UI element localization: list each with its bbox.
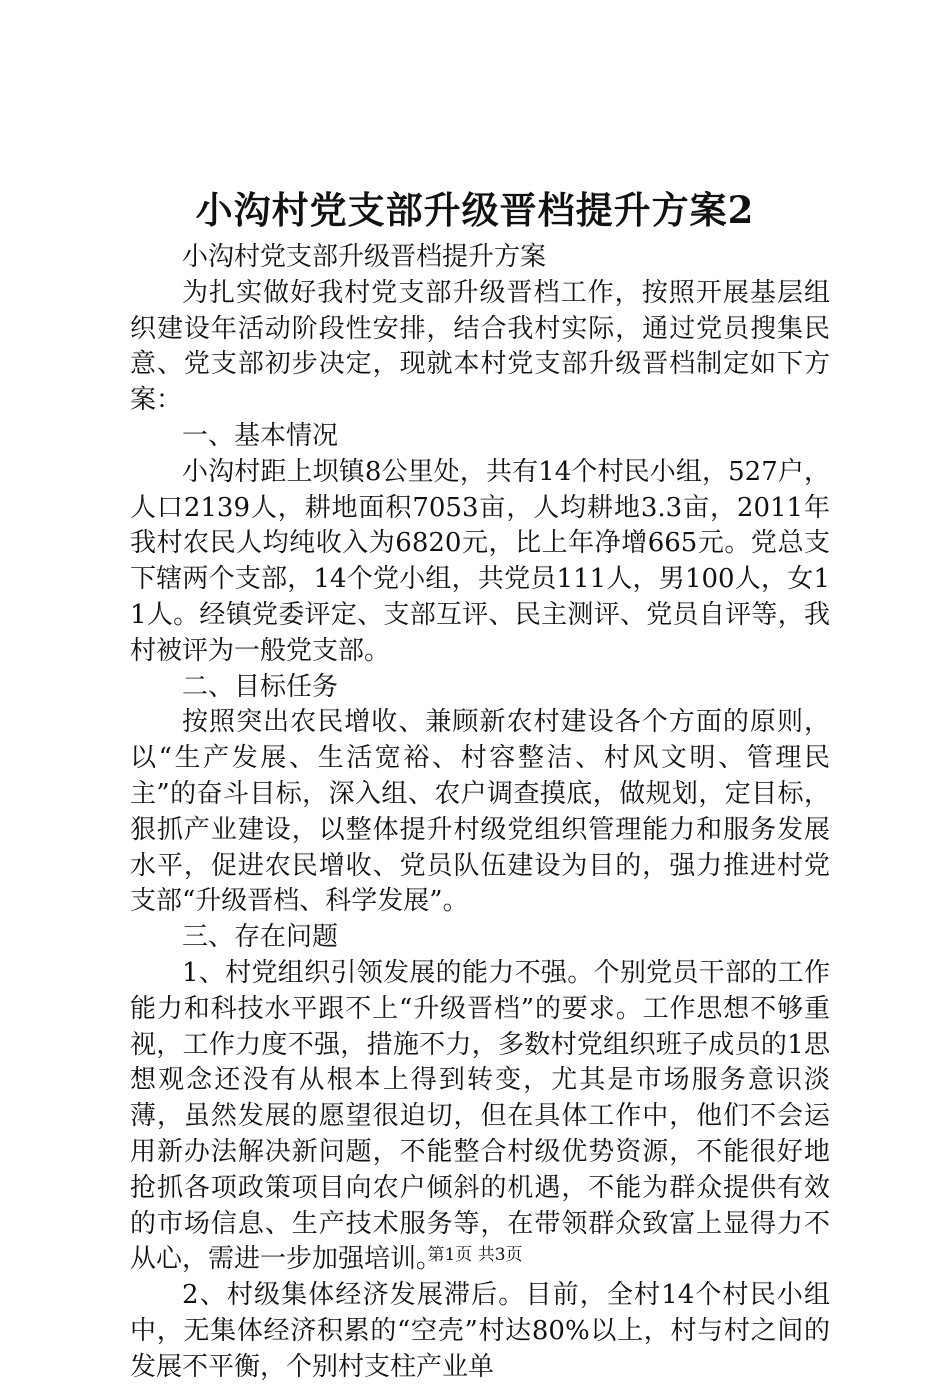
paragraph-basic-situation: 小沟村距上坝镇8公里处，共有14个村民小组，527户，人口2139人，耕地面积7053亩，人均耕地3.3亩，2011年我村农民人均纯收入为6820元，比上年净增665元。党总支下辖两个支部，14个党小组，共党员111人，男100人，女11人。经镇党委评定、支部互评、民主测评、党员自评等，我村被评为一般党支部。 bbox=[130, 456, 830, 666]
paragraph-intro: 为扎实做好我村党支部升级晋档工作，按照开展基层组织建设年活动阶段性安排，结合我村实际，通过党员搜集民意、党支部初步决定，现就本村党支部升级晋档制定如下方案： bbox=[130, 277, 830, 416]
section-heading-problems: 三、存在问题 bbox=[182, 922, 339, 953]
document-body bbox=[130, 240, 830, 1386]
paragraph-goals: 按照突出农民增收、兼顾新农村建设各个方面的原则，以“生产发展、生活宽裕、村容整洁、村风文明、管理民主”的奋斗目标，深入组、农户调查摸底，做规划，定目标，狠抓产业建设，以整体提升村级党组织管理能力和服务发展水平，促进农民增收、党员队伍建设为目的，强力推进村党支部“升级晋档、科学发展”。 bbox=[130, 707, 830, 917]
page-footer: 第1页 共3页 bbox=[427, 1245, 523, 1265]
section-heading-basic-situation: 一、基本情况 bbox=[182, 420, 339, 451]
paragraph-subtitle: 小沟村党支部升级晋档提升方案 bbox=[182, 242, 547, 272]
paragraph-problem-2: 2、村级集体经济发展滞后。目前，全村14个村民小组中，无集体经济积累的“空壳”村达80%以上，村与村之间的发展不平衡，个别村支柱产业单 bbox=[130, 1280, 830, 1382]
paragraph-problem-1: 1、村党组织引领发展的能力不强。个别党员干部的工作能力和科技水平跟不上“升级晋档”的要求。工作思想不够重视，工作力度不强，措施不力，多数村党组织班子成员的1思想观念还没有从根本上得到转变，尤其是市场服务意识淡薄，虽然发展的愿望很迫切，但在具体工作中，他们不会运用新办法解决新问题，不能整合村级优势资源，不能很好地抢抓各项政策项目向农户倾斜的机遇，不能为群众提供有效的市场信息、生产技术服务等，在带领群众致富上显得力不从心，需进一步加强培训。 bbox=[130, 957, 830, 1275]
section-heading-goals: 二、目标任务 bbox=[182, 671, 339, 702]
document-title: 小沟村党支部升级晋档提升方案2 bbox=[195, 188, 755, 232]
